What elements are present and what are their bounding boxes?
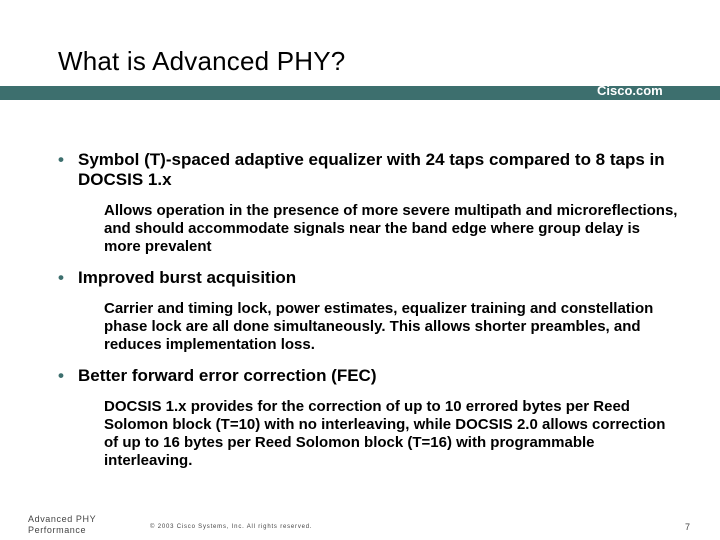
- slide-title: What is Advanced PHY?: [58, 46, 346, 76]
- bullet-detail: Allows operation in the presence of more severe multipath and microreflections, and should accommodate signals near the band edge where group delay is more prevalent: [104, 202, 678, 255]
- bullet-detail: Carrier and timing lock, power estimates, equalizer training and constellation phase lock are all done simultaneously. This allows shorter preambles, and reduces implementation loss.: [104, 300, 654, 353]
- footer-line: Performance: [28, 525, 87, 535]
- footer-section-label: [28, 514, 96, 536]
- bullet-dot-icon: •: [58, 366, 64, 385]
- bullet-text: Symbol (T)-spaced adaptive equalizer with 24 taps compared to 8 taps in DOCSIS 1.x: [78, 150, 665, 189]
- bullet-dot-icon: •: [58, 150, 64, 169]
- bullet-item: [58, 268, 678, 288]
- bullet-text: Improved burst acquisition: [78, 268, 297, 287]
- brand-link[interactable]: Cisco.com: [597, 83, 663, 98]
- bullet-item: [58, 150, 678, 190]
- footer-copyright: © 2003 Cisco Systems, Inc. All rights reserved.: [150, 524, 313, 530]
- bullet-item: [58, 366, 678, 386]
- bullet-detail: DOCSIS 1.x provides for the correction of up to 10 errored bytes per Reed Solomon block (T=10) with no interleaving, while DOCSIS 2.0 allows correction of up to 16 bytes per Reed Solomon block (T=16) with programmable interleaving.: [104, 398, 666, 469]
- page-number: 7: [684, 522, 690, 532]
- bullet-text: Better forward error correction (FEC): [78, 366, 377, 385]
- bullet-dot-icon: •: [58, 268, 64, 287]
- slide-content: [58, 150, 678, 470]
- footer-line: Advanced PHY: [28, 514, 97, 524]
